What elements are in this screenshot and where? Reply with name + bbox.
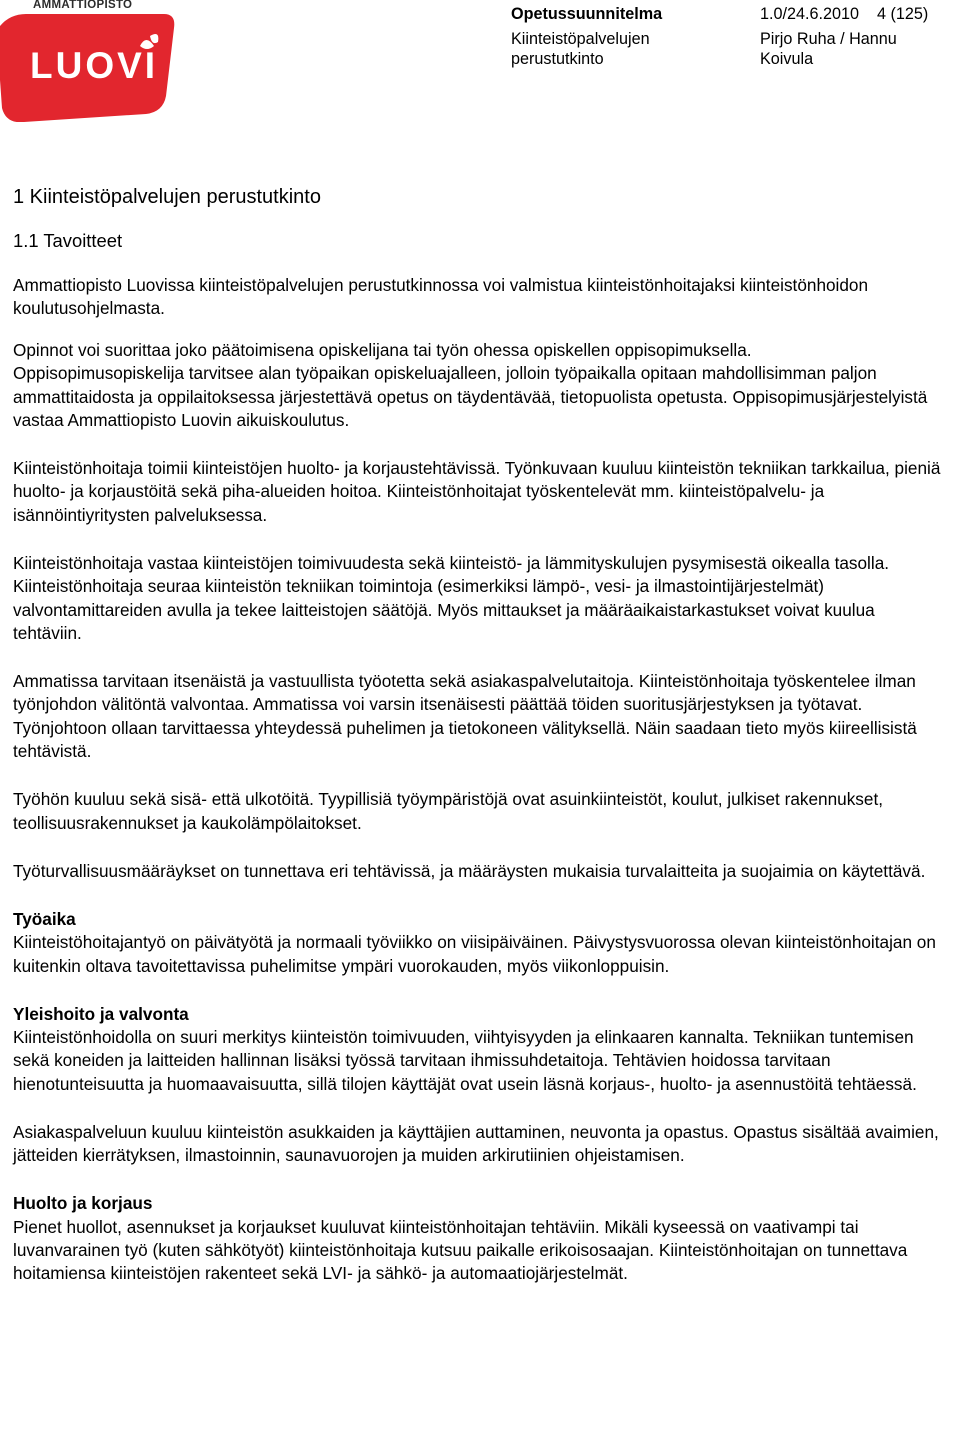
paragraph-work-environment: Työhön kuuluu sekä sisä- että ulkotöitä. Tyypillisiä työympäristöjä ovat asuinkiinteistöt, koulut, julkiset rakennukset, teollisuusrakennukset ja kaukolämpölaitokset. [13,789,883,833]
logo-institution-name: AMMATTIOPISTO [33,0,133,11]
subheading-service-repair: Huolto ja korjaus [13,1193,153,1214]
section-heading-1: 1 Kiinteistöpalvelujen perustutkinto [13,186,321,208]
paragraph-job-description: Kiinteistönhoitaja toimii kiinteistöjen huolto- ja korjaustehtävissä. Työnkuvaan kuuluu kiinteistön tekniikan tarkkailua, pieniä huolto- ja korjaustöitä sekä piha-alueiden hoitoa. Kiinteistönhoitajat työskentelevät mm. kiinteistöpalvelu- ja isännöintiyritysten palveluksessa. [13,458,941,525]
paragraph-service-repair: Pienet huollot, asennukset ja korjaukset kuuluvat kiinteistönhoitajan tehtäviin. Mikäli kyseessä on vaativampi tai luvanvarainen työ (kuten sähkötyöt) kiinteistönhoitaja kutsuu paikalle erikoisosaajan. Kiinteistönhoitajan on tunnettava hoitamiensa kiinteistöjen rakenteet sekä LVI- ja sähkö- ja automaatiojärjestelmät. [13,1216,908,1284]
paragraph-working-hours: Kiinteistöhoitajantyö on päivätyötä ja normaali työviikko on viisipäiväinen. Päivystysvuorossa olevan kiinteistönhoitajan on kuitenkin oltava tavoitettavissa puhelimitse ympäri vuorokauden, myös viikonloppuisin. [13,932,936,976]
paragraph-apprenticeship: Oppisopimusopiskelija tarvitsee alan työpaikan opiskeluajalleen, jolloin työpaikalla opitaan mahdollisimman paljon ammattitaidosta ja oppilaitoksessa järjestettävä opetus on täydentävää, tietopuolista opetusta. Oppisopimusjärjestelyistä vastaa Ammattiopisto Luovin aikuiskoulutus. [13,363,928,431]
luovi-logo [0,0,180,122]
paragraph-safety: Työturvallisuusmääräykset on tunnettava eri tehtävissä, ja määräysten mukaisia turvalaitteita ja suojaimia on käytettävä. [13,860,926,881]
paragraph-intro: Ammattiopisto Luovissa kiinteistöpalvelujen perustutkinnossa voi valmistua kiinteistönhoitajaksi kiinteistönhoidon koulutusohjelmasta. [13,275,869,319]
paragraph-working-style: Ammatissa tarvitaan itsenäistä ja vastuullista työotetta sekä asiakaspalvelutaitoja. Kiinteistönhoitaja työskentelee ilman työnjohdon välitöntä valvontaa. Ammatissa voi varsin itsenäisesti päättää töiden suoritusjärjestyksen ja työtavat. Työnjohtoon ollaan tarvittaessa yhteydessä puhelimen ja tietokoneen välityksellä. Näin saadaan tieto myös kiireellisistä tehtävistä. [13,671,917,762]
subheading-general-maintenance: Yleishoito ja valvonta [13,1003,189,1024]
paragraph-study-modes: Opinnot voi suorittaa joko päätoimisena opiskelijana tai työn ohessa opiskellen oppisopimuksella. [13,339,752,360]
paragraph-general-maintenance: Kiinteistönhoidolla on suuri merkitys kiinteistön toimivuuden, viihtyisyyden ja elinkaaren kannalta. Tekniikan tuntemisen sekä koneiden ja laitteiden hallinnan lisäksi työssä tarvitaan ihmissuhdetaitoja. Tehtävien hoidossa tarvitaan hienotunteisuutta ja huomaavaisuutta, sillä tilojen käyttäjät ovat usein läsnä korjaus-, huolto- ja asennustöitä tehtäessä. [13,1026,917,1094]
document-authors: Pirjo Ruha / Hannu Koivula [760,30,897,68]
document-subtitle: Kiinteistöpalvelujen perustutkinto [511,30,650,68]
paragraph-customer-service: Asiakaspalveluun kuuluu kiinteistön asukkaiden ja käyttäjien auttaminen, neuvonta ja opastus. Opastus sisältää avaimien, jätteiden kierrätyksen, ilmastoinnin, saunavuorojen ja muiden arkirutiinien ohjeistamisen. [13,1121,939,1166]
logo-wordmark: LUOVI [30,45,159,86]
section-heading-1-1: 1.1 Tavoitteet [13,230,123,251]
document-body [13,183,948,1286]
document-title: Opetussuunnitelma [511,5,663,23]
paragraph-responsibilities: Kiinteistönhoitaja vastaa kiinteistöjen toimivuudesta sekä kiinteistö- ja lämmityskulujen pysymisestä oikealla tasolla. Kiinteistönhoitaja seuraa kiinteistön tekniikan toimintoja (esimerkiksi lämpö-, vesi- ja ilmastointijärjestelmät) valvontamittareiden avulla ja tekee laitteistojen säätöjä. Myös mittaukset ja määräaikaistarkastukset voivat kuulua tehtäviin. [13,552,890,644]
page-number: 4 (125) [877,5,929,23]
document-version: 1.0/24.6.2010 [760,5,860,23]
subheading-working-hours: Työaika [13,908,76,929]
